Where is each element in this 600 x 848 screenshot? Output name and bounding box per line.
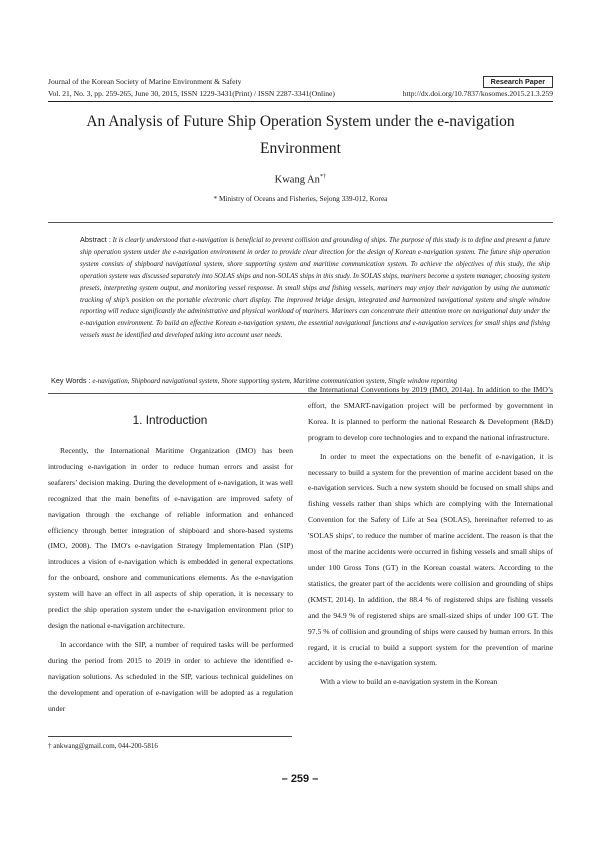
abstract <box>80 234 550 342</box>
right-column <box>308 382 553 690</box>
journal-header <box>48 76 553 100</box>
header-rule <box>48 101 553 102</box>
abstract-label: Abstract : <box>80 235 111 244</box>
abstract-text: It is clearly understood that e-navigation is beneficial to prevent collision and grounding of ships. The purpose of this study is to define and present a future ship operation system under the e-navigation environment in order to provide clear direction for the design of Korean e-navigation system. The future ship operation system consists of shipboard navigational system, shore supporting system and maritime communication system. To achieve the objectives of this study, the ship operation system was discussed separately into SOLAS ships and non-SOLAS ships in this study. In SOLAS ships, mariners become a system manager, choosing system presets, interpreting system output, and monitoring vessel response. In small ships and fishing vessels, mariners may enjoy their navigation by using the automatic tracking of ship’s position on the portable electronic chart display. The improved bridge design, integrated and harmonized navigational system and single window reporting will reduce significantly the administrative and physical workload of mariners. Mariners can concentrate their attention more on navigational duty under the e-navigation environment. To build an effective Korean e-navigation system, the essential navigational functions and e-navigation services for small ships and fishing vessels must be identified and developed taking into account user needs. <box>80 236 550 340</box>
paper-title: An Analysis of Future Ship Operation System under the e-navigation Environment <box>86 113 515 157</box>
author-line <box>48 173 553 186</box>
author-mark: *† <box>319 173 327 180</box>
paper-type-badge: Research Paper <box>483 76 553 88</box>
keywords-label: Key Words : <box>51 376 91 385</box>
paragraph: In order to meet the expectations on the benefit of e-navigation, it is necessary to build a system for the prevention of marine accident based on the e-navigation services. Such a new system should be focused on small ships and fishing vessels rather than ships which are complying with the International Convention for the Safety of Life at Sea (SOLAS), hereinafter referred to as 'SOLAS ships', to reduce the number of marine accident. The reason is that the most of the marine accidents were occurred in fishing vessels and small ships of under 100 Gross Tons (GT) in the Korean coastal waters. According to the statistics, the greater part of the accidents were collision and grounding of ships (KMST, 2014). In addition, the 88.4 % of registered ships are fishing vessels and the 94.9 % of registered ships are small-sized ships of under 100 GT. The 97.5 % of collision and grounding of ships were caused by human errors. In this regard, it is crucial to build a support system for the prevention of marine accident by using the e-navigation system. <box>308 451 553 668</box>
journal-name: Journal of the Korean Society of Marine Environment & Safety <box>48 77 242 86</box>
author-name: Kwang An <box>274 174 320 186</box>
paragraph: Recently, the International Maritime Organization (IMO) has been introducing e-navigation in order to reduce human errors and assist for seafarers’ decision making. During the development of e-navigation, it was well recognized that the main benefits of e-navigation are improved safety of navigation through the exchange of reliable information and enhanced efficiency through better integration of shipboard and shore-based systems (IMO, 2008). The IMO's e-navigation Strategy Implementation Plan (SIP) introduces a vision of e-navigation which is embedded in general expectations for the onboard, onshore and communications elements. As the e-navigation system will have an effect in all aspects of ship operation, it is necessary to predict the ship operation system under the e-navigation environment prior to design the national e-navigation architecture. <box>48 446 293 630</box>
keywords-text: e-navigation, Shipboard navigational system, Shore supporting system, Maritime communication system, Single window reporting <box>92 377 458 385</box>
footnote-rule <box>48 736 292 737</box>
paragraph: In accordance with the SIP, a number of required tasks will be performed during the period from 2015 to 2019 in order to achieve the identified e-navigation solutions. As scheduled in the SIP, various technical guidelines on the development and operation of e-navigation will be adopted as a regulation under <box>48 639 293 713</box>
footnote: † ankwang@gmail.com, 044-200-5816 <box>48 742 158 750</box>
section-heading: 1. Introduction <box>132 413 208 427</box>
journal-citation: Vol. 21, No. 3, pp. 259-265, June 30, 2015, ISSN 1229-3431(Print) / ISSN 2287-3341(Online) <box>48 89 335 98</box>
paragraph: the International Conventions by 2019 (IMO, 2014a). In addition to the IMO’s effort, the SMART-navigation project will be performed by government in Korea. It is planned to perform the national Research & Development (R&D) program to develop core technologies and to expand the national infrastructure. <box>308 385 553 442</box>
affiliation: * Ministry of Oceans and Fisheries, Sejong 339-012, Korea <box>213 194 388 203</box>
page-number: – 259 – <box>281 773 319 785</box>
doi-link[interactable]: http://dx.doi.org/10.7837/kosomes.2015.21.3.259 <box>402 89 553 98</box>
abstract-top-rule <box>48 222 553 223</box>
paragraph: With a view to build an e-navigation system in the Korean <box>320 677 498 687</box>
left-column <box>48 443 293 716</box>
